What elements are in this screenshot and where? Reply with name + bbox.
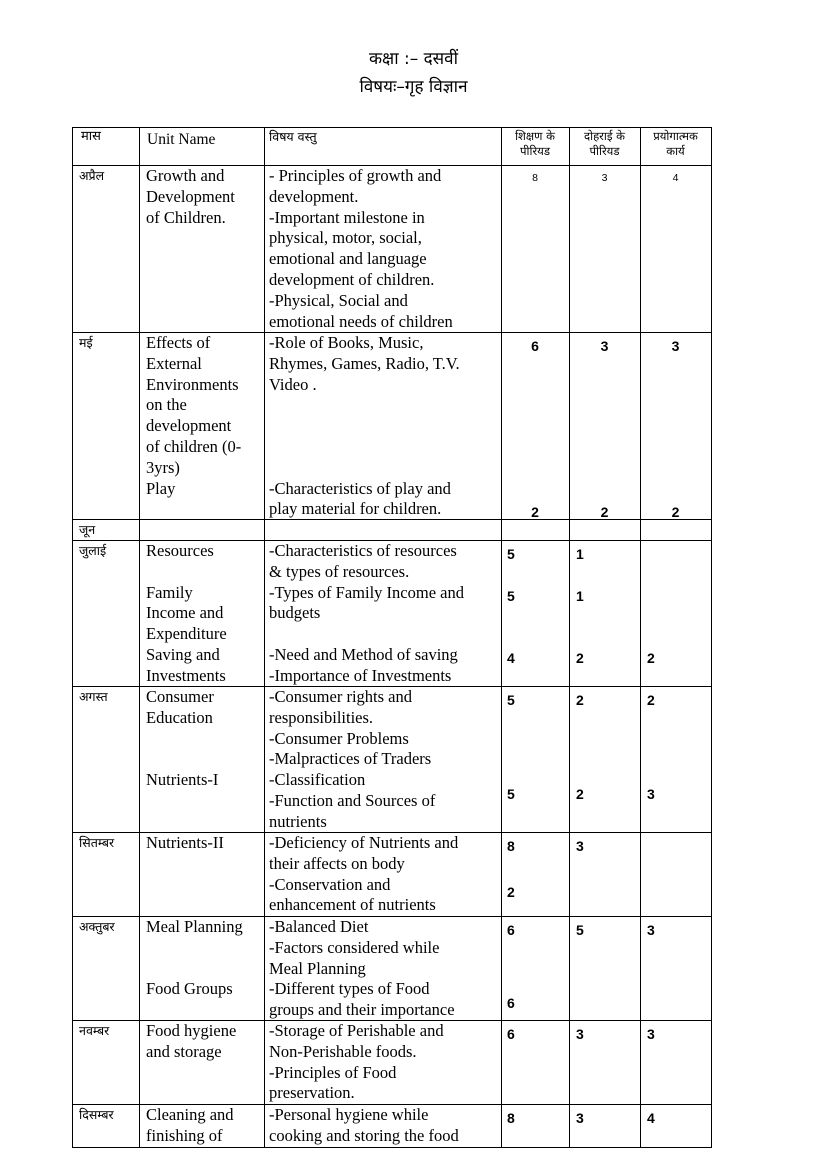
row-unit-name: Nutrients-II bbox=[146, 833, 224, 852]
row-unit-name: Food hygiene and storage bbox=[146, 1021, 237, 1061]
row-month: सितम्बर bbox=[79, 835, 115, 850]
row-topic: -Role of Books, Music, Rhymes, Games, Radio, T.V. Video . -Characteristics of play and play material for children. bbox=[269, 333, 460, 519]
table-vertical-rule bbox=[640, 127, 641, 1148]
table-vertical-rule bbox=[264, 127, 265, 1148]
row-practical-work: 4 bbox=[672, 172, 679, 184]
header-revision-periods: दोहराई के पीरियड bbox=[583, 129, 625, 158]
row-unit-name: Cleaning and finishing of bbox=[146, 1105, 234, 1145]
row-revision-periods: 2 bbox=[600, 504, 609, 521]
row-unit-name: Resources Family Income and Expenditure Saving and Investments bbox=[146, 541, 227, 685]
subject-title: विषयः–गृह विज्ञान bbox=[359, 77, 468, 97]
table-vertical-rule bbox=[711, 127, 712, 1148]
row-practical-work: 3 bbox=[671, 338, 680, 354]
row-revision-periods: 3 bbox=[576, 1026, 584, 1042]
row-unit-name: Effects of External Environments on the development of children (0- 3yrs) Play bbox=[146, 333, 242, 498]
row-revision-periods: 1 bbox=[576, 587, 584, 604]
row-unit-name: Consumer Education Nutrients-I bbox=[146, 687, 219, 790]
row-practical-work: 2 bbox=[671, 504, 680, 521]
row-month: अप्रैल bbox=[79, 168, 105, 183]
row-revision-periods: 3 bbox=[576, 838, 584, 854]
table-horizontal-rule bbox=[72, 127, 712, 128]
table-horizontal-rule bbox=[72, 1147, 712, 1148]
row-revision-periods: 2 bbox=[576, 692, 584, 708]
row-practical-work: 3 bbox=[647, 1026, 655, 1042]
row-revision-periods: 5 bbox=[576, 922, 584, 938]
row-topic: -Characteristics of resources & types of resources. -Types of Family Income and budgets -Need and Method of saving -Importance of Investments bbox=[269, 541, 464, 685]
row-teaching-periods: 5 bbox=[507, 692, 515, 708]
row-month: जून bbox=[79, 522, 96, 537]
table-vertical-rule bbox=[501, 127, 502, 1148]
row-teaching-periods: 5 bbox=[507, 587, 515, 604]
row-month: मई bbox=[79, 335, 93, 350]
row-topic: -Balanced Diet -Factors considered while Meal Planning -Different types of Food groups and their importance bbox=[269, 917, 455, 1020]
row-teaching-periods: 4 bbox=[507, 650, 515, 666]
row-revision-periods: 3 bbox=[601, 172, 608, 184]
row-practical-work: 3 bbox=[647, 785, 655, 802]
row-revision-periods: 3 bbox=[576, 1110, 584, 1126]
header-month: मास bbox=[81, 129, 101, 144]
row-topic: -Consumer rights and responsibilities. -Consumer Problems -Malpractices of Traders -Classification -Function and Sources of nutrients bbox=[269, 687, 436, 831]
header-topic: विषय वस्तु bbox=[269, 129, 317, 144]
row-month: अक्तुबर bbox=[79, 919, 115, 934]
row-unit-name: Growth and Development of Children. bbox=[146, 166, 235, 227]
row-teaching-periods: 5 bbox=[507, 785, 515, 802]
table-vertical-rule bbox=[72, 127, 73, 1148]
header-unit-name: Unit Name bbox=[147, 131, 216, 148]
row-topic: -Deficiency of Nutrients and their affects on body -Conservation and enhancement of nutrients bbox=[269, 833, 459, 915]
row-practical-work: 4 bbox=[647, 1110, 655, 1126]
row-practical-work: 3 bbox=[647, 922, 655, 938]
row-topic: - Principles of growth and development. -Important milestone in physical, motor, social, emotional and language development of children. -Physical, Social and emotional needs of children bbox=[269, 166, 453, 331]
row-teaching-periods: 5 bbox=[507, 546, 515, 562]
row-teaching-periods: 6 bbox=[507, 1026, 515, 1042]
header-teaching-periods: शिक्षण के पीरियड bbox=[515, 129, 555, 158]
row-unit-name: Meal Planning Food Groups bbox=[146, 917, 243, 999]
row-teaching-periods: 2 bbox=[507, 883, 515, 900]
row-practical-work: 2 bbox=[647, 692, 655, 708]
row-revision-periods: 2 bbox=[576, 650, 584, 666]
row-month: दिसम्बर bbox=[79, 1107, 114, 1122]
row-teaching-periods: 6 bbox=[531, 338, 539, 354]
row-topic: -Storage of Perishable and Non-Perishable foods. -Principles of Food preservation. bbox=[269, 1021, 444, 1103]
header-practical-work: प्रयोगात्मक कार्य bbox=[653, 129, 698, 158]
row-teaching-periods: 6 bbox=[507, 994, 515, 1011]
row-revision-periods: 3 bbox=[600, 338, 609, 354]
row-teaching-periods: 8 bbox=[507, 838, 515, 854]
row-revision-periods: 2 bbox=[576, 785, 584, 802]
row-practical-work: 2 bbox=[647, 650, 655, 666]
row-month: अगस्त bbox=[79, 689, 108, 704]
row-teaching-periods: 8 bbox=[507, 1110, 515, 1126]
row-teaching-periods: 8 bbox=[532, 172, 538, 184]
row-month: नवम्बर bbox=[79, 1023, 110, 1038]
row-topic: -Personal hygiene while cooking and storing the food bbox=[269, 1105, 459, 1145]
row-revision-periods: 1 bbox=[576, 546, 584, 562]
row-teaching-periods: 2 bbox=[531, 504, 539, 521]
class-title: कक्षा :– दसवीं bbox=[368, 49, 459, 69]
table-vertical-rule bbox=[139, 127, 140, 1148]
row-teaching-periods: 6 bbox=[507, 922, 515, 938]
row-month: जुलाई bbox=[79, 543, 107, 558]
table-vertical-rule bbox=[569, 127, 570, 1148]
